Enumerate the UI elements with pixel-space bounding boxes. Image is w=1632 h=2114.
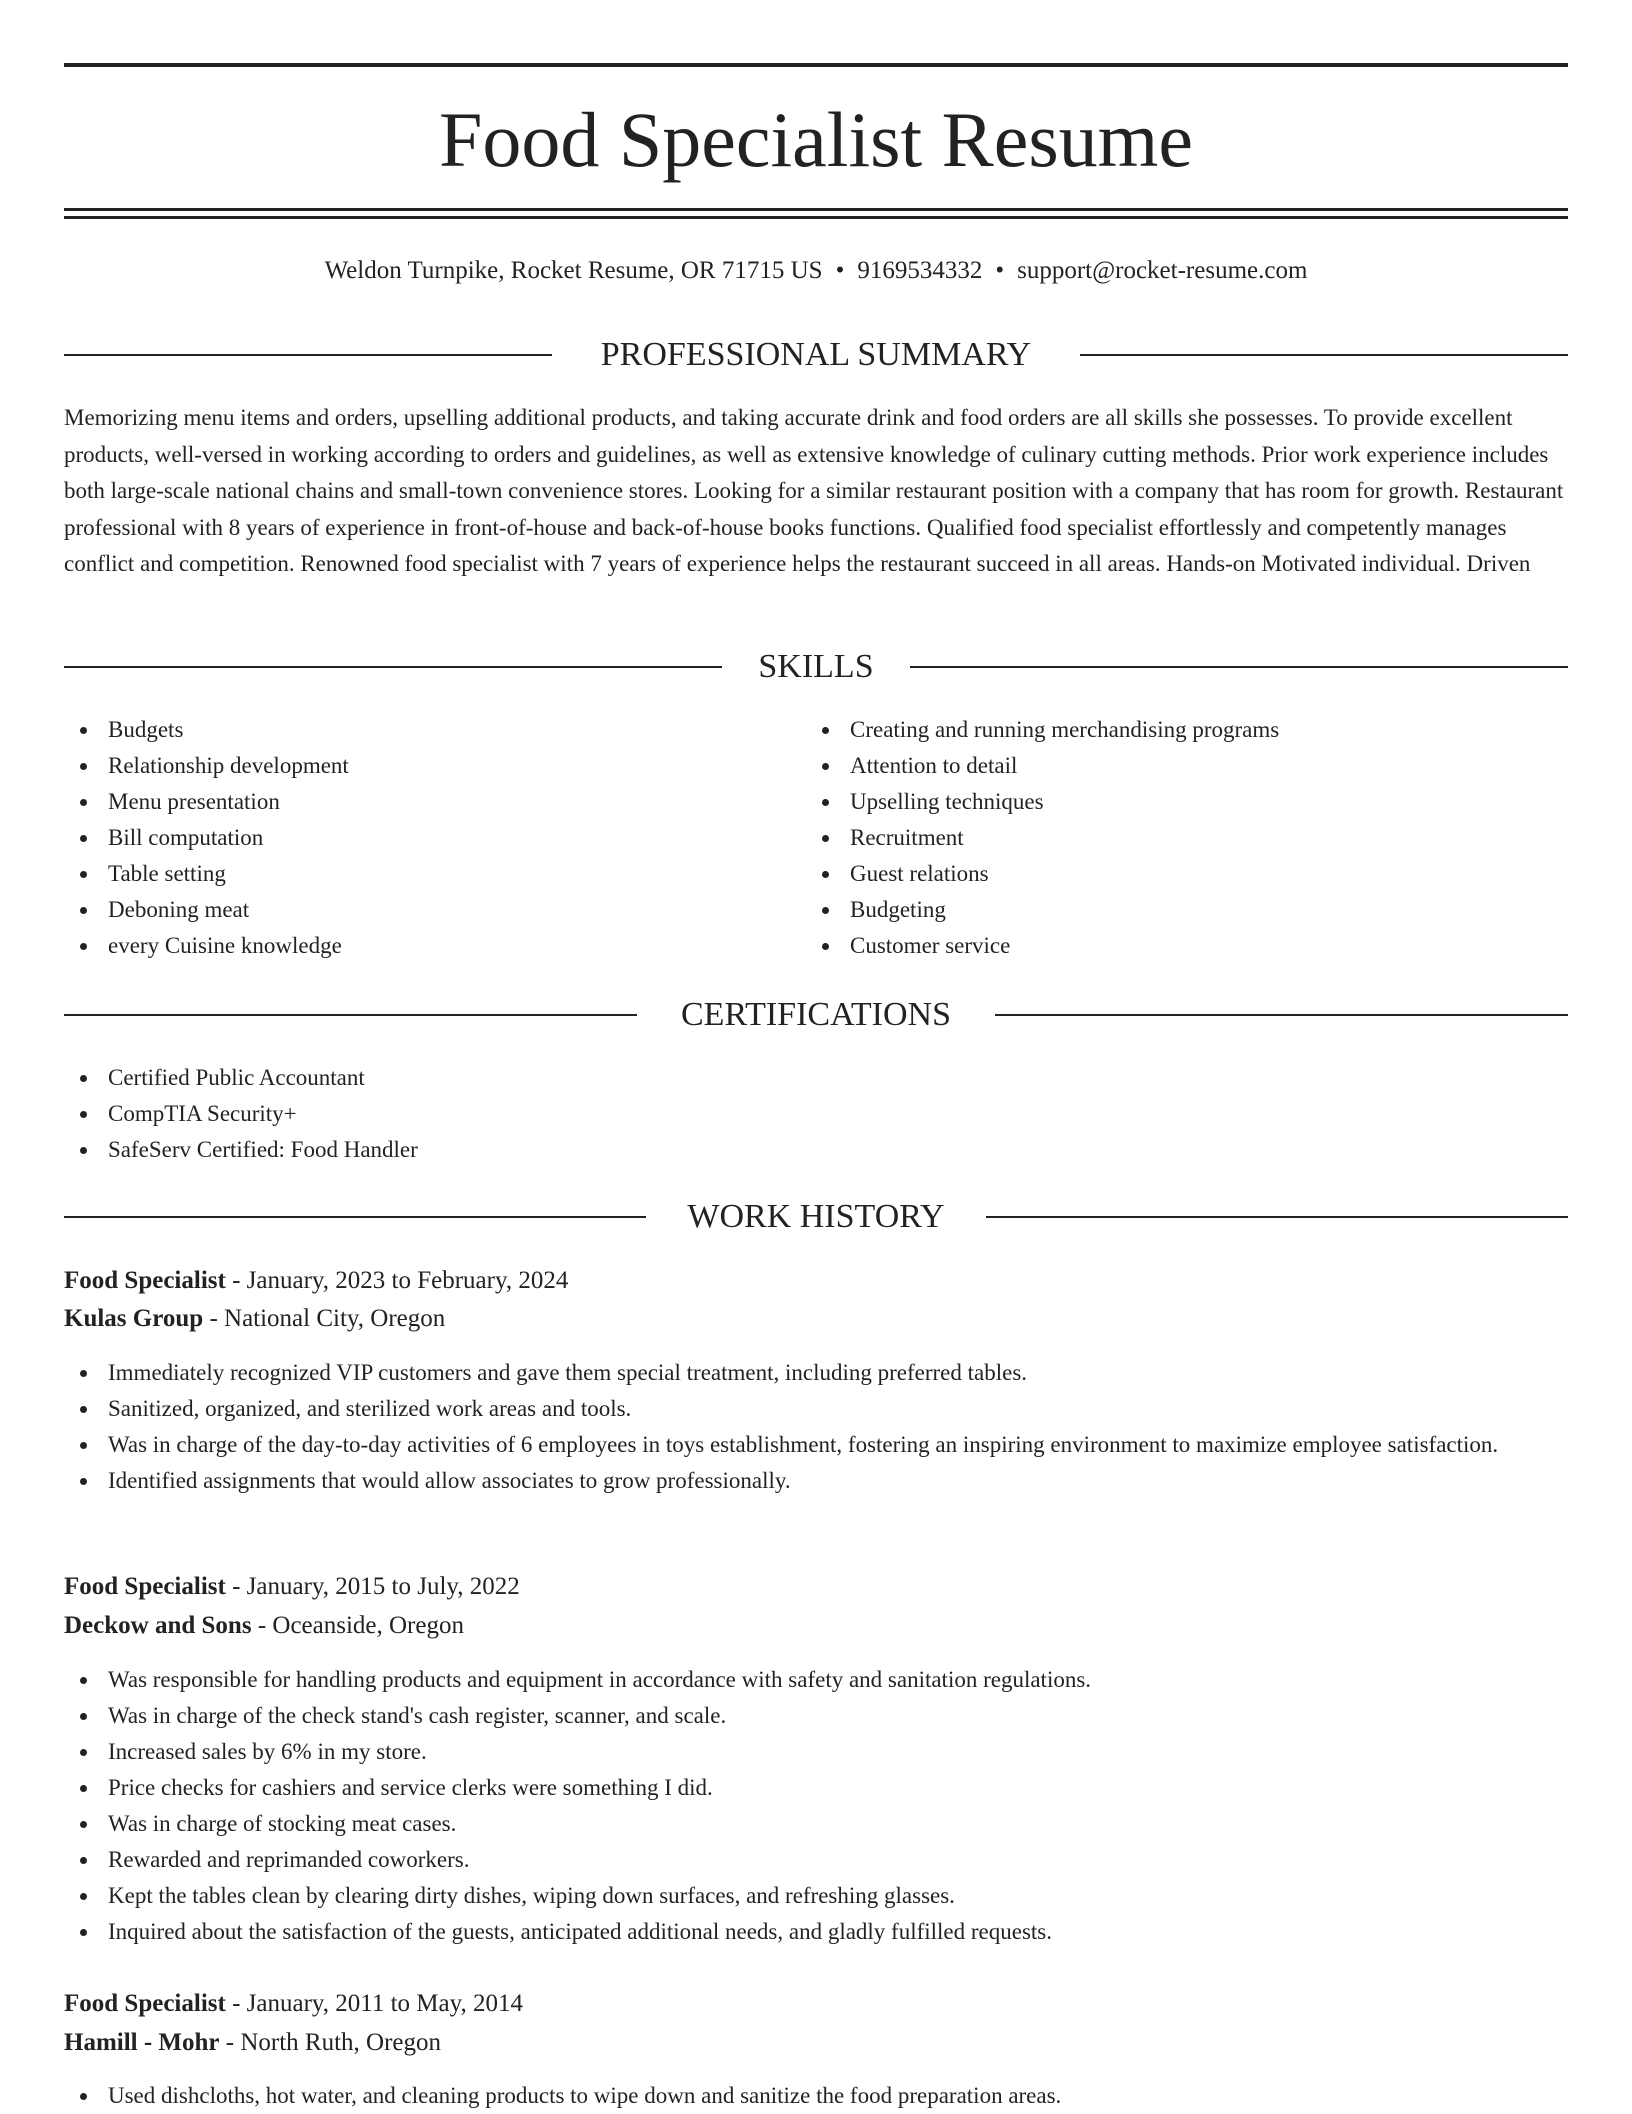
job-bullets — [64, 2078, 1524, 2114]
job-company: Kulas Group — [64, 1305, 204, 1332]
job-bullet-item: Was responsible for handling products and equipment in accordance with safety and sanitation regulations. — [64, 1662, 1524, 1698]
contact-address: Weldon Turnpike, Rocket Resume, OR 71715 US — [324, 257, 823, 284]
resume-title: Food Specialist Resume — [439, 96, 1193, 183]
job-title: Food Specialist — [64, 1573, 226, 1600]
skill-item: Budgeting — [806, 892, 1568, 928]
skill-item: Deboning meat — [64, 892, 806, 928]
job-title-line — [64, 1985, 1568, 2023]
job-bullet-item: Immediately recognized VIP customers and gave them special treatment, including preferred tables. — [64, 1355, 1524, 1391]
job-title: Food Specialist — [64, 1267, 226, 1294]
job-bullet-item: Increased sales by 6% in my store. — [64, 1734, 1524, 1770]
job-company-line — [64, 1300, 1568, 1338]
skills-list-left — [64, 712, 806, 964]
job-location: - Oceanside, Oregon — [251, 1612, 464, 1639]
job-company-line — [64, 1607, 1568, 1645]
section-heading-certifications-label: CERTIFICATIONS — [649, 996, 983, 1033]
certifications-list — [64, 1060, 1568, 1168]
title-double-rule-top — [64, 208, 1568, 211]
section-heading-skills — [64, 645, 1568, 689]
section-heading-certifications — [64, 993, 1568, 1037]
job-location: - North Ruth, Oregon — [219, 2029, 442, 2056]
job-bullet-item: Kept the tables clean by clearing dirty dishes, wiping down surfaces, and refreshing glasses. — [64, 1878, 1524, 1914]
contact-line — [64, 253, 1568, 289]
job-title-line — [64, 1262, 1568, 1300]
job-bullet-item: Was in charge of stocking meat cases. — [64, 1806, 1524, 1842]
job-bullet-item: Sanitized, organized, and sterilized work areas and tools. — [64, 1391, 1524, 1427]
job-bullet-item: Rewarded and reprimanded coworkers. — [64, 1842, 1524, 1878]
job-location: - National City, Oregon — [203, 1305, 446, 1332]
skill-item: Upselling techniques — [806, 784, 1568, 820]
section-heading-summary — [64, 333, 1568, 377]
contact-email[interactable]: support@rocket-resume.com — [1017, 257, 1308, 284]
job-bullet-item: Was in charge of the check stand's cash register, scanner, and scale. — [64, 1698, 1524, 1734]
certification-item: SafeServ Certified: Food Handler — [64, 1132, 1568, 1168]
skill-item: Guest relations — [806, 856, 1568, 892]
section-heading-summary-label: PROFESSIONAL SUMMARY — [569, 336, 1063, 373]
job-dates: - January, 2015 to July, 2022 — [225, 1573, 520, 1600]
title-double-rule-bottom — [64, 216, 1568, 219]
job-dates: - January, 2011 to May, 2014 — [225, 1990, 523, 2017]
section-heading-summary-label-wrap — [64, 333, 1568, 377]
top-rule — [64, 63, 1568, 67]
skill-item: every Cuisine knowledge — [64, 928, 806, 964]
job-title-line — [64, 1568, 1568, 1606]
section-heading-skills-label-wrap — [64, 645, 1568, 689]
skill-item: Bill computation — [64, 820, 806, 856]
job-company-line — [64, 2024, 1568, 2062]
job-company: Hamill - Mohr — [64, 2029, 220, 2056]
section-heading-work-label-wrap — [64, 1195, 1568, 1239]
job-bullets — [64, 1355, 1524, 1499]
skill-item: Budgets — [64, 712, 806, 748]
job-bullets — [64, 1662, 1524, 1950]
skill-item: Attention to detail — [806, 748, 1568, 784]
job-bullet-item: Identified assignments that would allow associates to grow professionally. — [64, 1463, 1524, 1499]
summary-text: Memorizing menu items and orders, upselling additional products, and taking accurate drink and food orders are all skills she possesses. To provide excellent products, well-versed in working according to orders and guidelines, as well as extensive knowledge of culinary cutting methods. Prior work experience includes both large-scale national chains and small-town convenience stores. Looking for a similar restaurant position with a company that has room for growth. Restaurant professional with 8 years of experience in front-of-house and back-of-house books functions. Qualified food specialist effortlessly and competently manages conflict and competition. Renowned food specialist with 7 years of experience helps the restaurant succeed in all areas. Hands-on Motivated individual. Driven — [64, 405, 1564, 577]
certification-item: CompTIA Security+ — [64, 1096, 1568, 1132]
section-heading-certifications-label-wrap — [64, 993, 1568, 1037]
skill-item: Creating and running merchandising programs — [806, 712, 1568, 748]
skill-item: Recruitment — [806, 820, 1568, 856]
section-heading-skills-label: SKILLS — [726, 648, 905, 685]
job-dates: - January, 2023 to February, 2024 — [225, 1267, 569, 1294]
certification-item: Certified Public Accountant — [64, 1060, 1568, 1096]
skills-list-right — [806, 712, 1568, 964]
job-bullet-item: Inquired about the satisfaction of the guests, anticipated additional needs, and gladly fulfilled requests. — [64, 1914, 1524, 1950]
job-bullet-item: Was in charge of the day-to-day activities of 6 employees in toys establishment, fostering an inspiring environment to maximize employee satisfaction. — [64, 1427, 1524, 1463]
skill-item: Relationship development — [64, 748, 806, 784]
skill-item: Table setting — [64, 856, 806, 892]
job-title: Food Specialist — [64, 1990, 226, 2017]
contact-phone: 9169534332 — [857, 257, 983, 284]
contact-separator: • — [835, 257, 845, 284]
section-heading-work-history-label: WORK HISTORY — [655, 1198, 976, 1235]
job-company: Deckow and Sons — [64, 1612, 252, 1639]
contact-separator: • — [995, 257, 1005, 284]
job-bullet-item: Price checks for cashiers and service clerks were something I did. — [64, 1770, 1524, 1806]
skill-item: Customer service — [806, 928, 1568, 964]
job-bullet-item: Used dishcloths, hot water, and cleaning products to wipe down and sanitize the food preparation areas. — [64, 2078, 1524, 2114]
skill-item: Menu presentation — [64, 784, 806, 820]
section-heading-work-history — [64, 1195, 1568, 1239]
